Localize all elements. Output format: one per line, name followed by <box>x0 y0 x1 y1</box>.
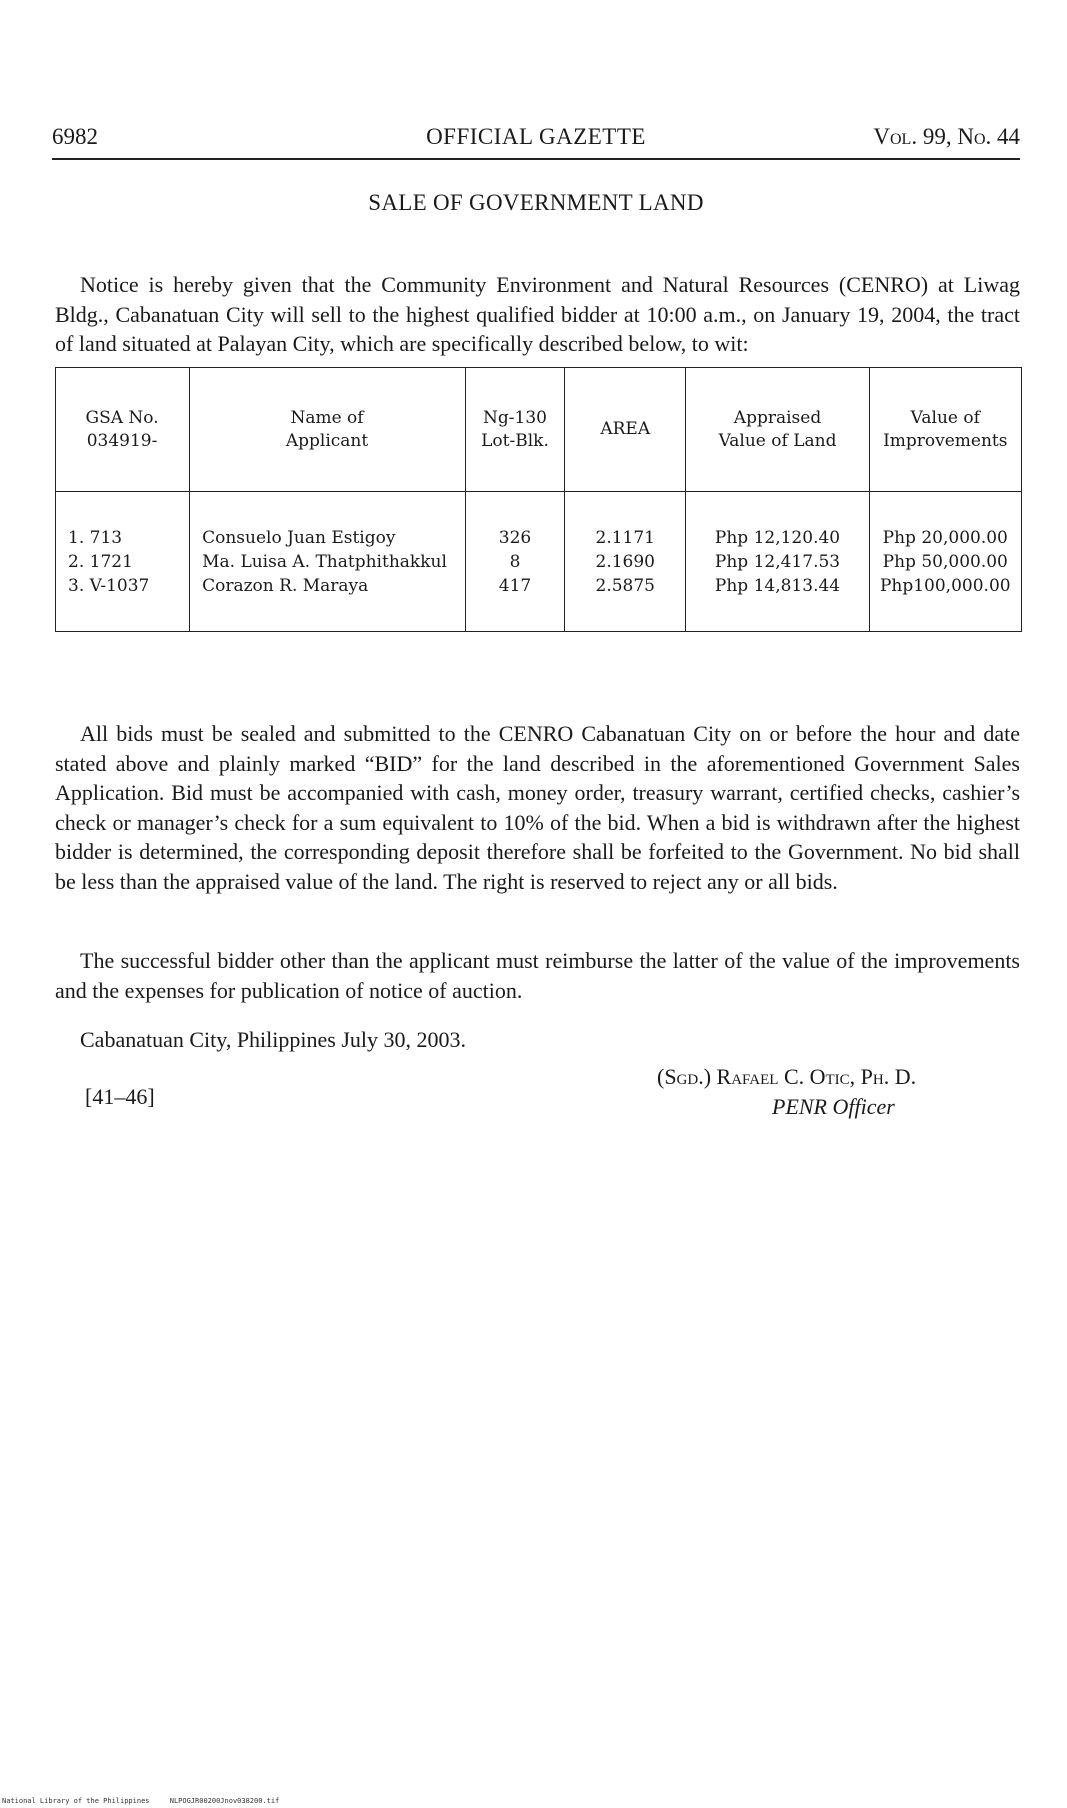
header-lot-line1: Ng-130 <box>483 407 547 428</box>
applicant-name: Corazon R. Maraya <box>202 575 369 596</box>
appraised-value: Php 14,813.44 <box>714 575 841 596</box>
header-lot-blk <box>465 368 564 492</box>
header-name-line1: Name of <box>290 407 364 428</box>
header-lot-line2: Lot-Blk. <box>481 430 549 451</box>
intro-paragraph: Notice is hereby given that the Community Environment and Natural Resources (CENRO) at Liwag Bldg., Cabanatuan City will sell to the highest qualified bidder at 10:00 a.m., on January 19, 2004, the tract of land situated at Palayan City, which are specifically described below, to wit: <box>55 272 1020 356</box>
successful-bidder-paragraph: The successful bidder other than the applicant must reimburse the latter of the value of the improvements and the expenses for publication of notice of auction. <box>55 948 1020 1003</box>
improvements-value: Php 50,000.00 <box>882 551 1008 572</box>
improvements-value-cell <box>869 492 1021 632</box>
table-header-row <box>56 368 1022 492</box>
applicant-name: Ma. Luisa A. Thatphithakkul <box>202 551 447 572</box>
lot-blk: 8 <box>509 551 521 572</box>
publication-title: OFFICIAL GAZETTE <box>426 124 646 149</box>
table-body-row <box>56 492 1022 632</box>
area-value: 2.1171 <box>595 527 655 548</box>
signature-block <box>657 1062 916 1122</box>
area-value: 2.5875 <box>595 575 655 596</box>
header-name-line2: Applicant <box>285 430 369 451</box>
place-date-line: Cabanatuan City, Philippines July 30, 2003. <box>80 1027 466 1052</box>
header-improvements-line1: Value of <box>910 407 980 428</box>
header-applicant-name <box>190 368 466 492</box>
notice-title: SALE OF GOVERNMENT LAND <box>368 190 704 215</box>
improvements-value: Php100,000.00 <box>879 575 1011 596</box>
gsa-number: 3. V-1037 <box>68 575 150 596</box>
bids-paragraph: All bids must be sealed and submitted to the CENRO Cabanatuan City on or before the hour and date stated above and plainly marked “BID” for the land described in the aforementioned Government Sales Application. Bid must be accompanied with cash, money order, treasury warrant, certified checks, cashier’s check or manager’s check for a sum equivalent to 10% of the bid. When a bid is withdrawn after the highest bidder is determined, the corresponding deposit therefore shall be forfeited to the Government. No bid shall be less than the appraised value of the land. The right is reserved to reject any or all bids. <box>55 721 1020 894</box>
applicant-name: Consuelo Juan Estigoy <box>202 527 396 548</box>
page-header <box>52 124 1020 160</box>
appraised-value: Php 12,417.53 <box>714 551 841 572</box>
reference-number: [41–46] <box>85 1084 155 1109</box>
gsa-number: 1. 713 <box>68 527 123 548</box>
lot-blk: 417 <box>498 575 532 596</box>
header-appraised-line2: Value of Land <box>718 430 837 451</box>
lot-blk: 326 <box>498 527 532 548</box>
library-credit: National Library of the Philippines <box>2 1797 150 1805</box>
lot-blk-cell <box>465 492 564 632</box>
gsa-number: 2. 1721 <box>68 551 133 572</box>
applicant-name-cell <box>190 492 466 632</box>
header-improvements-value <box>869 368 1021 492</box>
signatory-position: PENR Officer <box>772 1094 895 1119</box>
header-gsa-no <box>56 368 190 492</box>
header-gsa-line1: GSA No. <box>85 407 159 428</box>
improvements-value: Php 20,000.00 <box>882 527 1008 548</box>
header-area: AREA <box>565 368 686 492</box>
page-number: 6982 <box>52 124 98 149</box>
area-cell <box>565 492 686 632</box>
area-value: 2.1690 <box>595 551 655 572</box>
volume-number: Vol. 99, No. 44 <box>873 124 1020 149</box>
header-appraised-line1: Appraised <box>733 407 822 428</box>
appraised-value-cell <box>686 492 869 632</box>
scan-file-id: NLPOGJR00200Jnov038200.tif <box>169 1797 280 1805</box>
gsa-number-cell <box>56 492 190 632</box>
header-improvements-line2: Improvements <box>883 430 1008 451</box>
land-sale-table <box>55 367 1022 632</box>
header-appraised-value <box>686 368 869 492</box>
appraised-value: Php 12,120.40 <box>714 527 841 548</box>
signatory-name: (Sgd.) Rafael C. Otic, Ph. D. <box>657 1064 917 1089</box>
scan-footer <box>2 1797 279 1805</box>
header-gsa-line2: 034919- <box>86 430 158 451</box>
